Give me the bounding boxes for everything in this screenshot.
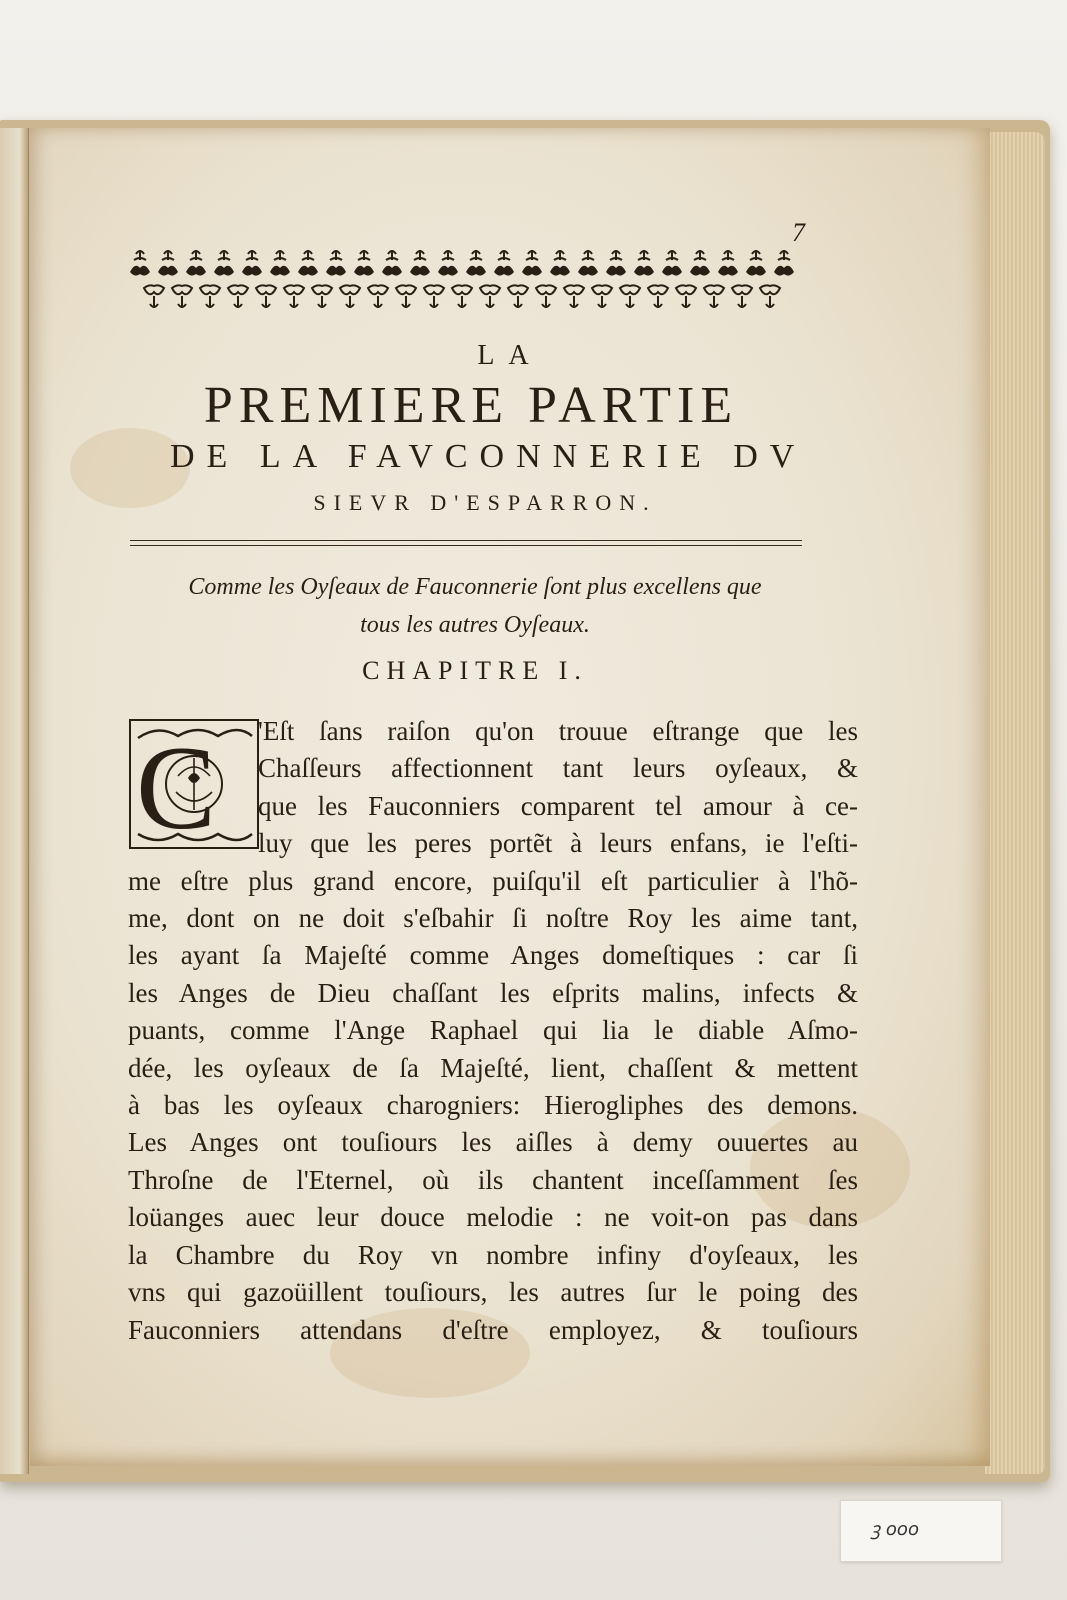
chapter-number: CHAPITRE I.: [362, 656, 588, 685]
page-edges: [985, 132, 1045, 1474]
body-line: me, dont on ne doit s'eſbahir ſi noſtre Roy les aime tant,: [128, 903, 858, 934]
body-line: Les Anges ont touſiours les aiſles à demy ouuertes au: [128, 1127, 858, 1158]
body-line: me eſtre plus grand encore, puiſqu'il eſt particulier à l'hõ-: [128, 865, 858, 896]
body-line: Chaſſeurs affectionnent tant leurs oyſeaux, &: [258, 753, 858, 784]
fleuron-border-ornament: [130, 240, 810, 320]
body-line: à bas les oyſeaux charogniers: Hierogliphes des demons.: [128, 1090, 858, 1121]
double-rule: [130, 540, 802, 546]
dropcap-letter: C: [136, 721, 217, 850]
body-line: les ayant ſa Majeſté comme Anges domeſtiques : car ſi: [128, 940, 858, 971]
body-line: loüanges auec leur douce melodie : ne voit-on pas dans: [128, 1202, 858, 1233]
body-line: que les Fauconniers comparent tel amour à ce-: [258, 790, 858, 821]
book-page: [30, 128, 990, 1466]
body-line: dée, les oyſeaux de ſa Majeſté, lient, chaſſent & mettent: [128, 1052, 858, 1083]
body-text: [128, 713, 858, 1349]
page-number: 7: [792, 218, 805, 247]
body-line: les Anges de Dieu chaſſant les eſprits malins, infects &: [128, 977, 858, 1008]
body-line: luy que les peres portẽt à leurs enfans, ie l'eſti-: [258, 828, 858, 859]
left-page-edge: [0, 128, 29, 1474]
body-line: 'Eſt ſans raiſon qu'on trouue eſtrange que les: [258, 716, 858, 746]
body-line: vns qui gazoüillent touſiours, les autres ſur le poing des: [128, 1277, 858, 1308]
body-line: puants, comme l'Ange Raphael qui lia le diable Aſmo-: [128, 1015, 858, 1046]
body-line: Fauconniers attendans d'eſtre employez, & touſiours: [128, 1314, 858, 1345]
catalog-label: [840, 1500, 1002, 1562]
title-premiere-partie: PREMIERE PARTIE: [203, 377, 739, 434]
title-la: LA: [477, 340, 543, 371]
title-author: SIEVR D'ESPARRON.: [313, 490, 657, 515]
body-line: la Chambre du Roy vn nombre infiny d'oyſeaux, les: [128, 1239, 858, 1270]
body-line: Throſne de l'Eternel, où ils chantent inceſſamment ſes: [128, 1164, 858, 1195]
chapter-heading: [130, 568, 820, 644]
catalog-label-text: ꝫ ooo: [871, 1519, 919, 1540]
chapter-heading-line: Comme les Oyſeaux de Fauconnerie ſont plus excellens que: [188, 574, 762, 600]
chapter-heading-line: tous les autres Oyſeaux.: [360, 612, 590, 638]
title-fauconnerie: DE LA FAVCONNERIE DV: [170, 438, 807, 475]
